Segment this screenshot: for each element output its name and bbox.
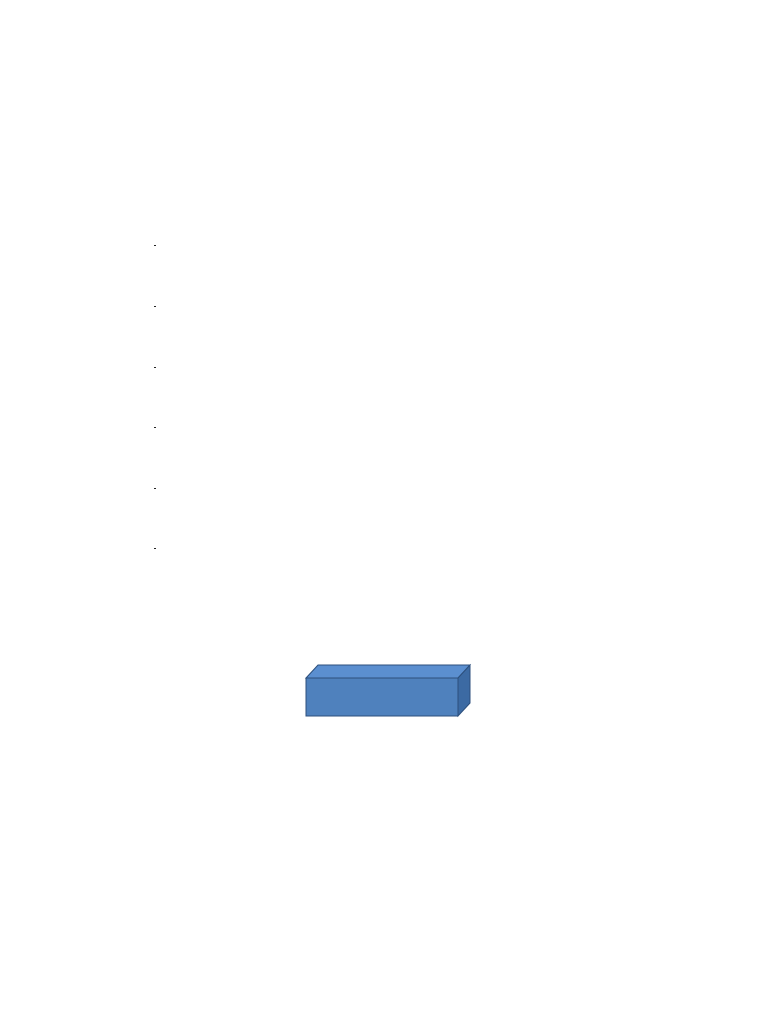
fraction-numerator: [154, 306, 156, 307]
formula-1: [152, 245, 161, 246]
formula-5: [152, 488, 161, 489]
pool-top-face: [306, 665, 470, 678]
list-item-3: [128, 345, 152, 363]
formula-fraction: [154, 306, 156, 307]
formula-4: [152, 427, 161, 428]
fraction-numerator: [154, 488, 156, 489]
formula-3: [152, 367, 161, 368]
list-item-2: [128, 284, 152, 302]
formula-2: [152, 306, 161, 307]
fraction-numerator: [154, 245, 156, 246]
formula-fraction: [154, 488, 156, 489]
formula-fraction: [154, 245, 156, 246]
list-item-1: [128, 201, 152, 219]
list-item-6: [128, 527, 152, 545]
list-item-4: [128, 405, 152, 423]
pool-diagram: [210, 656, 550, 732]
fraction-numerator: [154, 548, 156, 549]
formula-fraction: [154, 548, 156, 549]
fraction-numerator: [154, 427, 156, 428]
pool-front-face: [306, 678, 458, 716]
fraction-numerator: [154, 367, 156, 368]
formula-6: [152, 548, 158, 549]
formula-fraction: [154, 367, 156, 368]
list-item-7: [128, 587, 152, 605]
formula-fraction: [154, 427, 156, 428]
list-item-5: [128, 466, 152, 484]
